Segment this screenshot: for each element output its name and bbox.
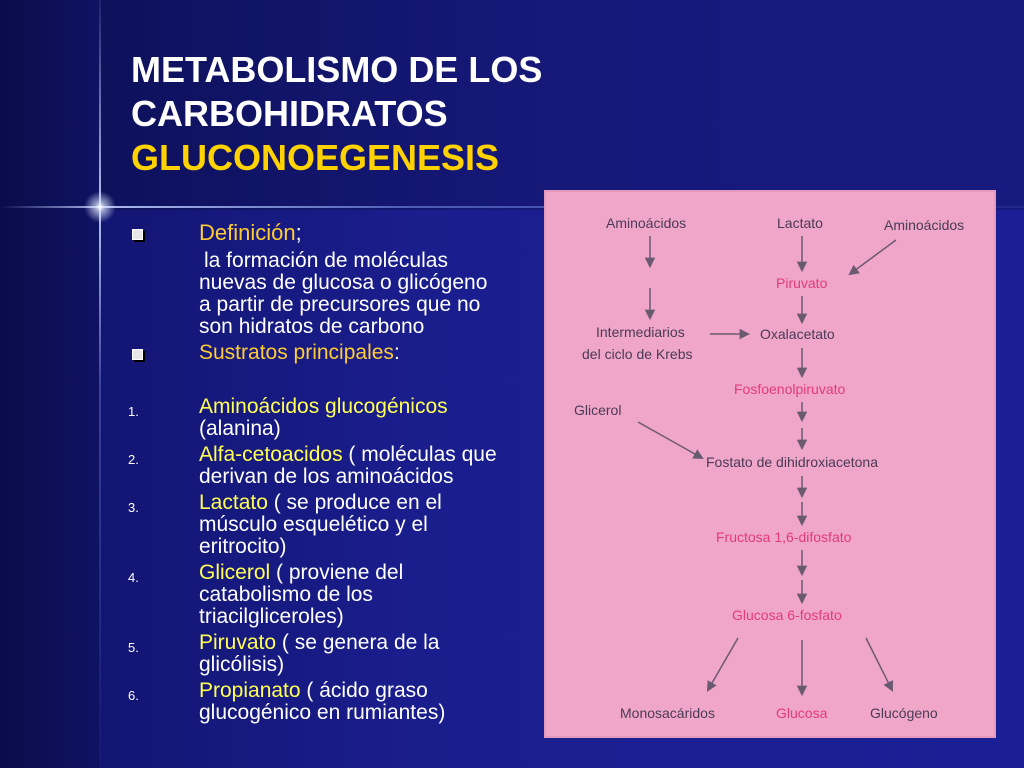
- substrate-description: ( se genera de la: [276, 631, 440, 654]
- substrate-description-line: derivan de los aminoácidos: [199, 465, 454, 488]
- definition-term: Definición: [199, 220, 296, 245]
- substrate-item: [120, 680, 530, 724]
- arrow-glicerol-dhap: [638, 422, 702, 458]
- substrate-item: [120, 444, 530, 488]
- label-intermediarios-2: del ciclo de Krebs: [582, 346, 693, 362]
- title-line-1: METABOLISMO DE LOS: [131, 49, 543, 90]
- substrate-item: [120, 632, 530, 676]
- substrate-name: Aminoácidos glucogénicos: [199, 395, 448, 418]
- pathway-svg: [544, 190, 996, 738]
- slide-content: [120, 222, 530, 724]
- label-intermediarios-1: Intermediarios: [596, 324, 685, 340]
- label-aminoacidos-right: Aminoácidos: [884, 217, 965, 233]
- substrate-name: Lactato: [199, 491, 268, 514]
- sparkle-icon: [84, 191, 116, 223]
- square-bullet-icon: [132, 349, 143, 360]
- substrate-name: Piruvato: [199, 631, 277, 654]
- substrates-heading: Sustratos principales: [199, 341, 394, 364]
- list-number: 3.: [128, 500, 139, 515]
- arrow-g6p-glucogeno: [866, 638, 892, 690]
- label-aminoacidos-left: Aminoácidos: [606, 215, 687, 231]
- list-number: 4.: [128, 570, 139, 585]
- label-glucosa6: Glucosa 6-fosfato: [732, 607, 842, 623]
- substrates-punct: :: [393, 341, 400, 364]
- definition-line: a partir de precursores que no: [199, 293, 481, 316]
- definition-line: nuevas de glucosa o glicógeno: [199, 271, 488, 294]
- substrate-description: ( se produce en el: [267, 491, 442, 514]
- label-fructosa: Fructosa 1,6-difosfato: [716, 529, 852, 545]
- substrate-description: ( proviene del: [270, 561, 404, 584]
- substrates-heading-item: [120, 342, 530, 364]
- substrate-description-line: glucogénico en rumiantes): [199, 701, 446, 724]
- list-number: 5.: [128, 640, 139, 655]
- substrate-description-line: triacilgliceroles): [199, 605, 344, 628]
- substrate-name: Glicerol: [199, 561, 271, 584]
- label-monosacaridos: Monosacáridos: [620, 705, 715, 721]
- substrate-description-line: eritrocito): [199, 535, 287, 558]
- slide-subtitle: GLUCONOEGENESIS: [131, 137, 500, 178]
- list-number: 2.: [128, 452, 139, 467]
- substrate-name: Propianato: [199, 679, 301, 702]
- substrate-description-line: catabolismo de los: [199, 583, 373, 606]
- definition-line: la formación de moléculas: [204, 249, 448, 272]
- substrate-description-line: músculo esquelético y el: [199, 513, 428, 536]
- arrow-aa-piruvato: [850, 240, 896, 274]
- substrate-name: Alfa-cetoacidos: [199, 443, 343, 466]
- list-number: 6.: [128, 688, 139, 703]
- label-oxalacetato: Oxalacetato: [760, 326, 835, 342]
- definition-text: [120, 250, 530, 338]
- square-bullet-icon: [132, 229, 143, 240]
- gluconeogenesis-diagram: [544, 190, 996, 738]
- substrate-description-line: glicólisis): [199, 653, 285, 676]
- definition-punct: ;: [295, 220, 302, 245]
- substrates-list: [120, 396, 530, 724]
- left-band: [0, 0, 100, 768]
- label-glucosa: Glucosa: [776, 705, 828, 721]
- substrate-item: [120, 396, 530, 440]
- substrate-description: ( ácido graso: [300, 679, 428, 702]
- label-fosfoenolpiruvato: Fosfoenolpiruvato: [734, 381, 846, 397]
- label-piruvato: Piruvato: [776, 275, 828, 291]
- list-number: 1.: [128, 404, 139, 419]
- label-dihidroxiacetona: Fostato de dihidroxiacetona: [706, 454, 878, 470]
- substrate-description: ( moléculas que: [342, 443, 497, 466]
- definition-item: [120, 222, 530, 244]
- slide-title: [131, 48, 751, 180]
- label-lactato: Lactato: [777, 215, 823, 231]
- label-glucogeno: Glucógeno: [870, 705, 938, 721]
- definition-line: son hidratos de carbono: [199, 315, 425, 338]
- substrate-item: [120, 492, 530, 558]
- substrate-item: [120, 562, 530, 628]
- vertical-light-line: [99, 0, 101, 768]
- arrow-g6p-monosacaridos: [708, 638, 738, 690]
- title-line-2: CARBOHIDRATOS: [131, 93, 448, 134]
- label-glicerol: Glicerol: [574, 402, 622, 418]
- substrate-description-line: (alanina): [199, 417, 281, 440]
